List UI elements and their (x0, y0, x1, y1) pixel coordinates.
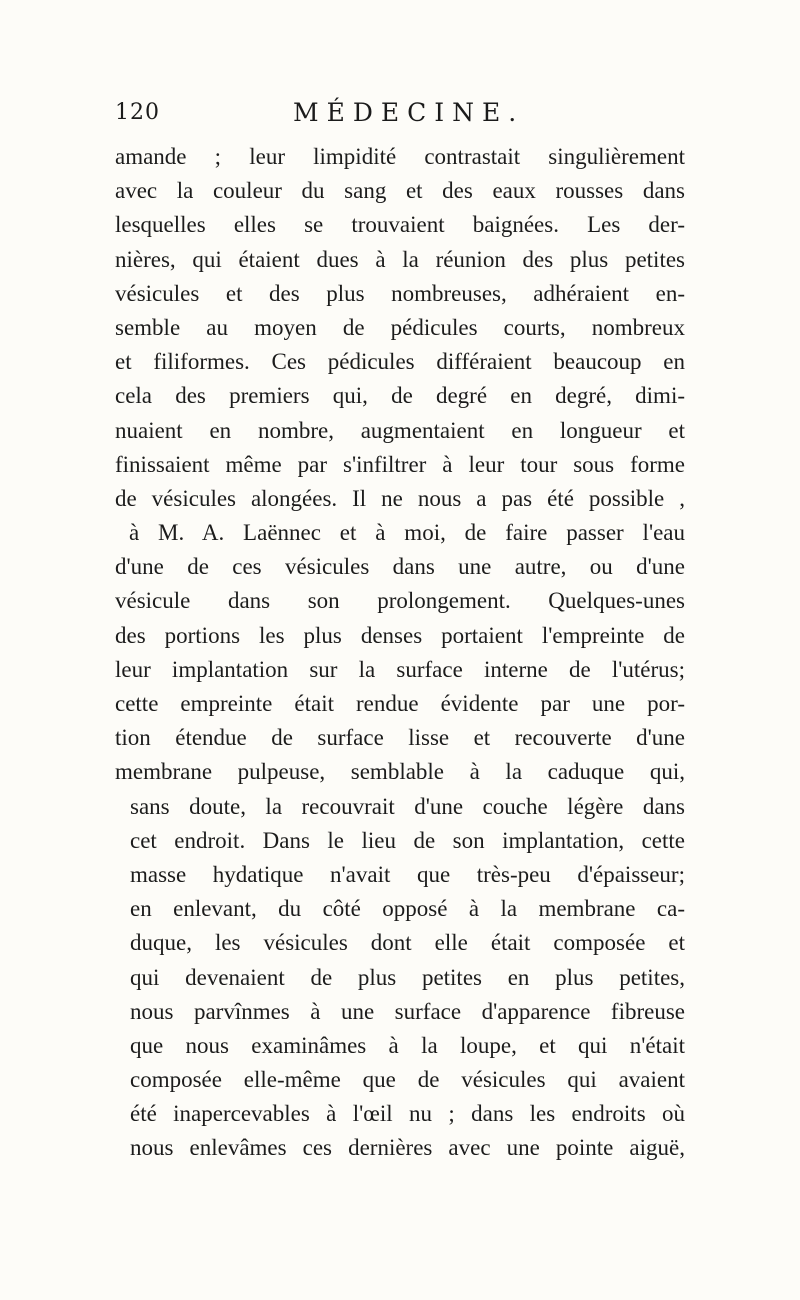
text-line: duque, les vésicules dont elle était composée et (130, 930, 685, 956)
text-line: des portions les plus denses portaient l'empreinte de (115, 622, 685, 648)
text-line: en enlevant, du côté opposé à la membrane ca- (130, 896, 685, 922)
text-line: amande ; leur limpidité contrastait singulièrement (115, 144, 685, 169)
page-header (115, 98, 685, 132)
text-line: été inapercevables à l'œil nu ; dans les endroits où (130, 1101, 685, 1127)
page-number: 120 (115, 100, 160, 125)
text-line: et filiformes. Ces pédicules différaient beaucoup en (115, 349, 685, 375)
text-line: vésicules et des plus nombreuses, adhéraient en- (115, 280, 685, 306)
text-line: avec la couleur du sang et des eaux rousses dans (115, 178, 685, 204)
text-line: finissaient même par s'infiltrer à leur tour sous forme (115, 451, 685, 477)
text-line: lesquelles elles se trouvaient baignées. Les der- (115, 212, 685, 238)
text-line: que nous examinâmes à la loupe, et qui n'était (130, 1032, 685, 1058)
running-title: MÉDECINE. (293, 98, 525, 127)
text-line: qui devenaient de plus petites en plus petites, (130, 964, 685, 990)
text-line: cette empreinte était rendue évidente par une por- (115, 691, 685, 716)
text-line: masse hydatique n'avait que très-peu d'épaisseur; (130, 861, 685, 887)
body-text (115, 140, 685, 1166)
text-line: nières, qui étaient dues à la réunion des plus petites (115, 246, 685, 272)
text-line: leur implantation sur la surface interne de l'utérus; (115, 656, 685, 682)
text-line: vésicule dans son prolongement. Quelques-unes (115, 588, 685, 614)
text-line: nous enlevâmes ces dernières avec une pointe aiguë, (130, 1135, 685, 1161)
text-line: tion étendue de surface lisse et recouverte d'une (115, 725, 685, 751)
text-line: cet endroit. Dans le lieu de son implantation, cette (130, 827, 685, 853)
text-line: nuaient en nombre, augmentaient en longueur et (115, 417, 685, 443)
text-line: sans doute, la recouvrait d'une couche légère dans (130, 793, 685, 819)
text-line: nous parvînmes à une surface d'apparence fibreuse (130, 998, 685, 1024)
text-line: de vésicules alongées. Il ne nous a pas été possible , (115, 485, 685, 511)
text-line: semble au moyen de pédicules courts, nombreux (115, 314, 685, 340)
text-line: d'une de ces vésicules dans une autre, ou d'une (115, 554, 685, 580)
text-line: à M. A. Laënnec et à moi, de faire passer l'eau (129, 520, 685, 546)
text-line: composée elle-même que de vésicules qui avaient (130, 1067, 685, 1093)
text-line: cela des premiers qui, de degré en degré, dimi- (115, 383, 685, 409)
text-line: membrane pulpeuse, semblable à la caduque qui, (115, 759, 685, 785)
